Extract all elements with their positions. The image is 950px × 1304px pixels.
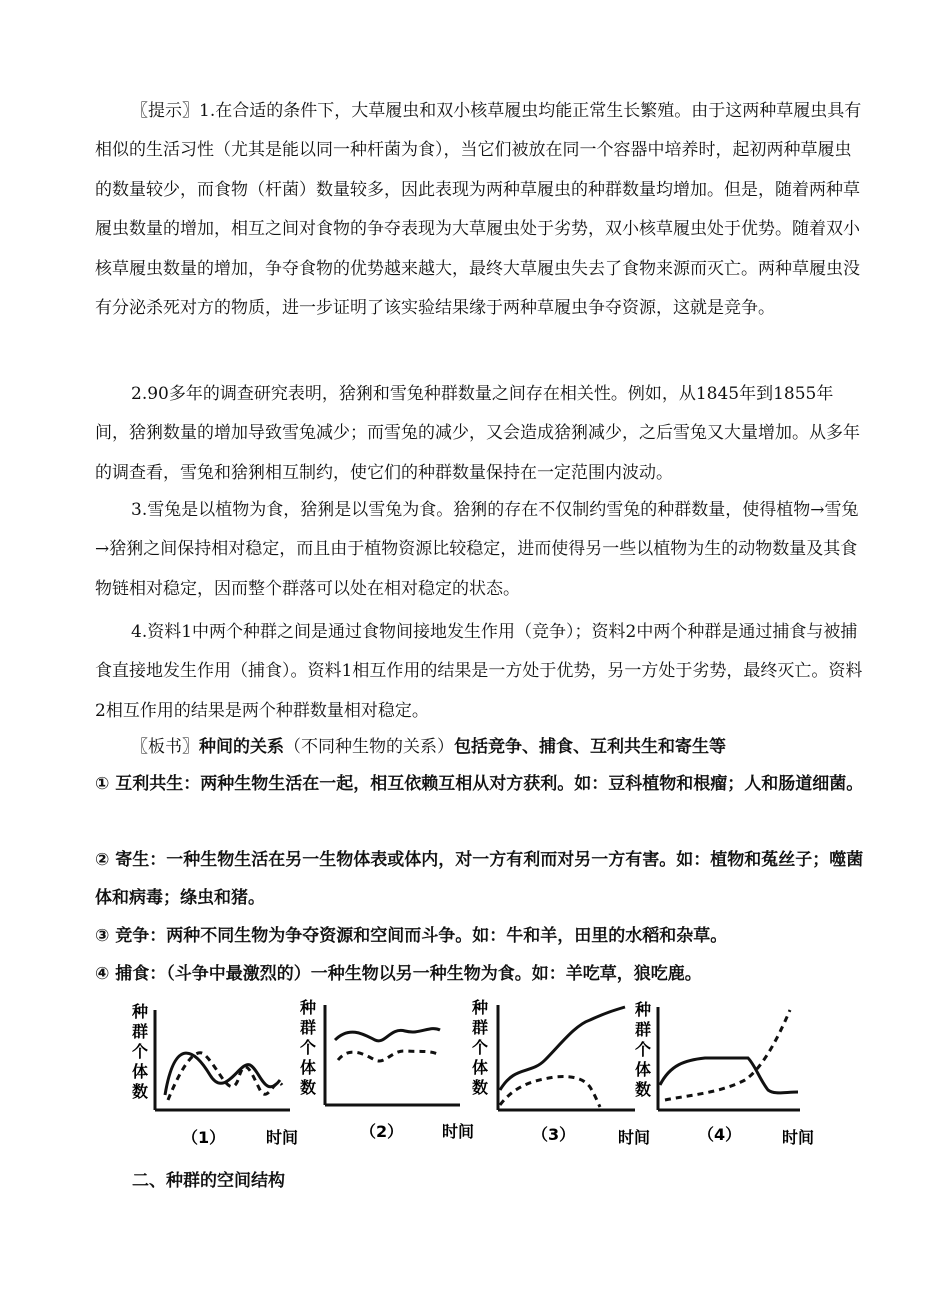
graph-3-xlabel: 时间 — [618, 1128, 651, 1147]
relation-graphs — [120, 995, 840, 1155]
graph-3 — [471, 998, 650, 1147]
graph-1 — [131, 1002, 298, 1147]
graph-2-ylabel-1: 种 — [300, 998, 317, 1017]
hint-paragraph-2: 2.90多年的调查研究表明，猞猁和雪兔种群数量之间存在相关性。例如，从1845年到1855年间，猞猁数量的增加导致雪兔减少；而雪兔的减少，又会造成猞猁减少，之后雪兔又大量增加。从多年的调查看，雪兔和猞猁相互制约，使它们的种群数量保持在一定范围内波动。 — [95, 384, 860, 483]
graph-3-ylabel-2: 群 — [472, 1018, 489, 1037]
board-title-main: 种间的关系 — [199, 737, 284, 757]
graph-2-series-dashed — [338, 1051, 440, 1061]
graph-1-ylabel-4: 体 — [132, 1062, 149, 1081]
graph-2-ylabel-4: 体 — [300, 1058, 317, 1077]
graph-3-ylabel-1: 种 — [472, 998, 489, 1017]
hint-paragraph-3: 3.雪兔是以植物为食，猞猁是以雪兔为食。猞猁的存在不仅制约雪兔的种群数量，使得植物→雪兔→猞猁之间保持相对稳定，而且由于植物资源比较稳定，进而使得另一些以植物为生的动物数量及其食物链相对稳定，因而整个群落可以处在相对稳定的状态。 — [95, 500, 859, 599]
graph-1-series-solid — [165, 1053, 280, 1095]
graph-4-ylabel-4: 体 — [635, 1060, 652, 1079]
graph-4-ylabel-1: 种 — [635, 1000, 652, 1019]
graph-2-series-solid — [335, 1029, 440, 1041]
graph-4-ylabel-2: 群 — [635, 1020, 652, 1039]
hint-paragraph-1: 〖提示〗1.在合适的条件下，大草履虫和双小核草履虫均能正常生长繁殖。由于这两种草履虫具有相似的生活习性（尤其是能以同一种杆菌为食），当它们被放在同一个容器中培养时，起初两种草履虫的数量较少，而食物（杆菌）数量较多，因此表现为两种草履虫的种群数量均增加。但是，随着两种草履虫数量的增加，相互之间对食物的争夺表现为大草履虫处于劣势，双小核草履虫处于优势。随着双小核草履虫数量的增加，争夺食物的优势越来越大，最终大草履虫失去了食物来源而灭亡。两种草履虫没有分泌杀死对方的物质，进一步证明了该实验结果缘于两种草履虫争夺资源，这就是竞争。 — [95, 101, 862, 319]
hint-paragraph-4: 4.资料1中两个种群之间是通过食物间接地发生作用（竞争）；资料2中两个种群是通过捕食与被捕食直接地发生作用（捕食）。资料1相互作用的结果是一方处于优势，另一方处于劣势，最终灭亡。资料2相互作用的结果是两个种群数量相对稳定。 — [95, 622, 863, 721]
graph-3-caption: （3） — [532, 1125, 576, 1144]
graph-1-ylabel-5: 数 — [132, 1082, 149, 1101]
board-prefix: 〖板书〗 — [131, 737, 199, 757]
graph-2-ylabel-3: 个 — [300, 1038, 317, 1057]
board-item-mutualism: ① 互利共生：两种生物生活在一起，相互依赖互相从对方获利。如：豆科植物和根瘤；人和肠道细菌。 — [95, 774, 864, 794]
graph-4-ylabel-5: 数 — [635, 1080, 652, 1099]
graph-1-ylabel-3: 个 — [132, 1042, 149, 1061]
graph-4-series-dashed — [665, 1010, 790, 1100]
graph-2-ylabel-5: 数 — [300, 1078, 317, 1097]
graph-4-ylabel-3: 个 — [635, 1040, 652, 1059]
graph-4-xlabel: 时间 — [782, 1128, 815, 1147]
graph-2-caption: （2） — [360, 1122, 404, 1141]
graph-3-ylabel-4: 体 — [472, 1058, 489, 1077]
graph-2-xlabel: 时间 — [442, 1122, 475, 1141]
graph-1-xlabel: 时间 — [266, 1128, 299, 1147]
graph-1-ylabel-2: 群 — [132, 1022, 149, 1041]
graph-3-series-dashed — [500, 1077, 600, 1107]
board-item-predation: ④ 捕食：（斗争中最激烈的）一种生物以另一种生物为食。如：羊吃草，狼吃鹿。 — [95, 964, 702, 984]
graph-2 — [299, 998, 474, 1141]
board-item-parasitism: ② 寄生：一种生物生活在另一生物体表或体内，对一方有利而对另一方有害。如：植物和菟丝子；噬菌体和病毒；绦虫和猪。 — [95, 850, 864, 908]
graph-4-caption: （4） — [698, 1125, 742, 1144]
graph-3-ylabel-5: 数 — [472, 1078, 489, 1097]
section-heading: 二、种群的空间结构 — [132, 1171, 285, 1191]
board-title-paren: （不同种生物的关系） — [284, 737, 454, 757]
board-title-rest: 包括竞争、捕食、互利共生和寄生等 — [454, 737, 726, 757]
graph-2-ylabel-2: 群 — [300, 1018, 317, 1037]
graph-1-series-dashed — [168, 1053, 282, 1100]
board-title — [95, 728, 865, 766]
graph-3-ylabel-3: 个 — [472, 1038, 489, 1057]
graph-4-series-solid — [660, 1058, 798, 1093]
board-item-competition: ③ 竞争：两种不同生物为争夺资源和空间而斗争。如：牛和羊，田里的水稻和杂草。 — [95, 926, 728, 946]
graph-4 — [634, 1000, 814, 1147]
graph-1-caption: （1） — [182, 1128, 226, 1147]
graph-1-ylabel-1: 种 — [132, 1002, 149, 1021]
